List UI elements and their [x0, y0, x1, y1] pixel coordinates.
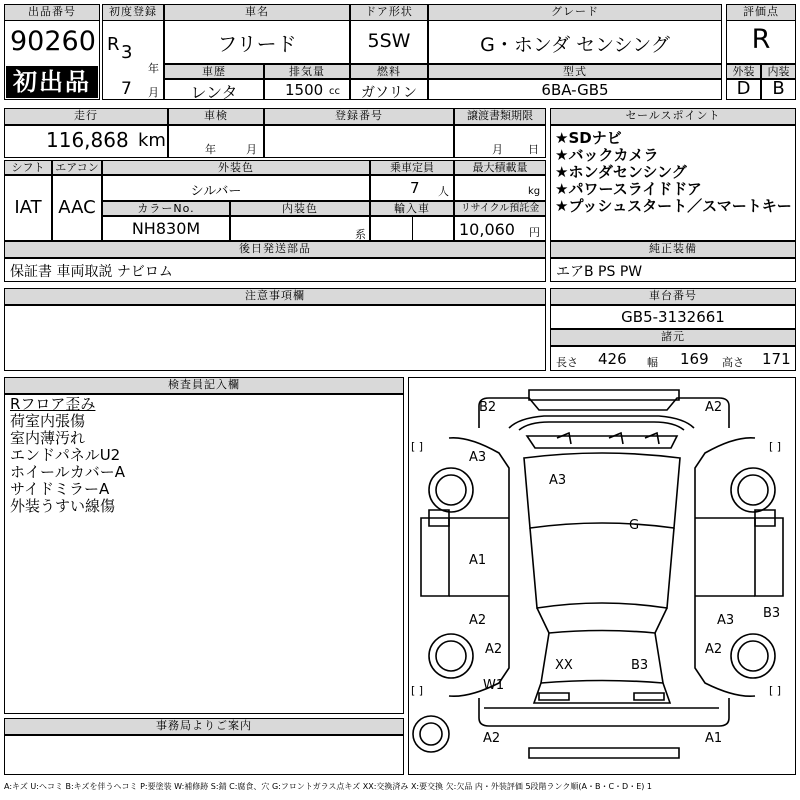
score: R	[751, 24, 771, 55]
mark-b2: B2	[479, 400, 497, 415]
mileage: 116,868	[46, 128, 129, 152]
inspection-year-unit: 年	[205, 143, 216, 156]
mark-a2-bottom: A2	[483, 731, 501, 746]
seats-label: 乗車定員	[370, 160, 454, 175]
mark-a3-hood: A3	[549, 473, 567, 488]
mark-w1: W1	[483, 678, 505, 693]
bracket-right-upper: [ ]	[769, 440, 782, 453]
genuine-equipment-label: 純正装備	[550, 241, 796, 258]
door-label: ドア形状	[350, 4, 428, 21]
inspector-comment: エンドパネルU2	[10, 446, 121, 464]
color-label: 外装色	[102, 160, 370, 175]
era: R	[107, 34, 120, 55]
plate-label: 登録番号	[264, 108, 454, 125]
grade: G・ホンダ センシング	[480, 34, 670, 56]
inspector-comment: 室内薄汚れ	[10, 429, 86, 447]
sales-point: ★プッシュスタート／スマートキー	[555, 197, 792, 215]
inspector-comments	[10, 396, 125, 515]
month-unit: 月	[148, 86, 159, 99]
inspector-comment: サイドミラーA	[10, 480, 110, 498]
recycle-unit: 円	[529, 226, 540, 239]
import-divider	[412, 216, 413, 241]
shift-label: シフト	[4, 160, 52, 175]
sales-points-label: セールスポイント	[550, 108, 796, 125]
legend: A:キズ U:ヘコミ B:キズを伴うヘコミ P:要塗装 W:補修跡 S:錆 C:腐食、穴 G:フロントガラス点キズ XX:交換済み X:要交換 欠:欠品 内・外装評価 5段階ランク順(A・B・C・D・E) 1	[4, 782, 653, 791]
colorno-label: カラーNo.	[102, 201, 230, 216]
ac: AAC	[58, 197, 96, 218]
car-outline	[409, 378, 795, 774]
year-unit: 年	[148, 62, 159, 75]
car-name-label: 車名	[164, 4, 350, 21]
office-cell	[4, 735, 404, 775]
exterior-score: D	[736, 78, 751, 99]
mark-a2-left-low: A2	[485, 642, 503, 657]
first-listing-badge: 初出品	[6, 66, 98, 98]
shipping-parts-label: 後日発送部品	[4, 241, 546, 258]
interior-color-cell	[230, 216, 370, 241]
inspector-label: 検査員記入欄	[4, 377, 404, 394]
lot-number: 90260	[10, 26, 96, 57]
bracket-left-lower: [ ]	[411, 684, 424, 697]
inspector-comment: 外装うすい線傷	[10, 497, 116, 515]
mark-a3-right: A3	[717, 613, 735, 628]
chassis-number: GB5-3132661	[621, 308, 725, 326]
displacement: 1500	[285, 81, 324, 99]
history: レンタ	[190, 83, 238, 102]
width-label: 幅	[647, 356, 658, 369]
shift: IAT	[14, 197, 42, 218]
color-number: NH830M	[131, 219, 201, 238]
interior-color-label: 内装色	[230, 201, 370, 216]
chassis-label: 車台番号	[550, 288, 796, 305]
registration-year: 3	[121, 42, 133, 63]
mark-xx: XX	[555, 658, 573, 673]
load-label: 最大積載量	[454, 160, 546, 175]
mileage-label: 走行	[4, 108, 168, 125]
model-code: 6BA-GB5	[541, 81, 609, 99]
sales-point: ★SDナビ	[555, 129, 622, 147]
mark-a2-right: A2	[705, 642, 723, 657]
sales-point: ★ホンダセンシング	[555, 163, 687, 181]
length-label: 長さ	[556, 356, 578, 369]
notes-label: 注意事項欄	[4, 288, 546, 305]
dims-cell	[550, 346, 796, 371]
bracket-left-upper: [ ]	[411, 440, 424, 453]
width: 169	[680, 350, 709, 368]
registration-month: 7	[121, 79, 132, 99]
damage-diagram	[408, 377, 796, 775]
inspector-comment: 荷室内張傷	[10, 412, 86, 430]
interior-score: B	[772, 78, 785, 99]
model-label: 型式	[428, 64, 722, 79]
mileage-unit: km	[138, 130, 166, 151]
lot-label: 出品番号	[4, 4, 100, 21]
mark-b3-rear: B3	[631, 658, 649, 673]
bracket-right-lower: [ ]	[769, 684, 782, 697]
grade-label: グレード	[428, 4, 722, 21]
sales-points-list	[555, 130, 792, 215]
notes-cell	[4, 305, 546, 371]
mark-a2-left: A2	[469, 613, 487, 628]
recycle-label: リサイクル預託金	[454, 201, 546, 216]
ac-label: エアコン	[52, 160, 102, 175]
interior-label: 内装	[761, 64, 796, 79]
transfer-month-unit: 月	[492, 143, 503, 156]
fuel: ガソリン	[361, 85, 417, 101]
displacement-label: 排気量	[264, 64, 350, 79]
exterior-label: 外装	[726, 64, 761, 79]
inspector-comment: Rフロア歪み	[10, 395, 96, 413]
length: 426	[598, 350, 627, 368]
mark-a3-left: A3	[469, 450, 487, 465]
mark-b3-side: B3	[763, 606, 781, 621]
import-label: 輸入車	[370, 201, 454, 216]
seats-unit: 人	[438, 185, 449, 198]
interior-color-unit: 系	[355, 228, 366, 241]
transfer-day-unit: 日	[528, 143, 539, 156]
seats: 7	[410, 179, 420, 197]
mark-a1-left: A1	[469, 553, 487, 568]
inspection-label: 車検	[168, 108, 264, 125]
load-unit: kg	[528, 186, 541, 197]
mark-a1-bottom: A1	[705, 731, 723, 746]
displacement-unit: cc	[329, 86, 340, 97]
mark-a2-top: A2	[705, 400, 723, 415]
height-label: 高さ	[722, 356, 744, 369]
door-type: 5SW	[367, 30, 411, 52]
inspection-month-unit: 月	[246, 143, 257, 156]
transfer-label: 譲渡書類期限	[454, 108, 546, 125]
office-label: 事務局よりご案内	[4, 718, 404, 735]
score-label: 評価点	[726, 4, 796, 21]
sales-point: ★パワースライドドア	[555, 180, 702, 198]
genuine-equipment: エアB PS PW	[556, 264, 643, 280]
height: 171	[762, 350, 791, 368]
plate-cell	[264, 125, 454, 158]
car-name: フリード	[217, 32, 297, 56]
history-label: 車歴	[164, 64, 264, 79]
fuel-label: 燃料	[350, 64, 428, 79]
recycle-deposit: 10,060	[459, 220, 515, 239]
inspector-comment: ホイールカバーA	[10, 463, 125, 481]
registration-label: 初度登録	[102, 4, 164, 21]
dims-label: 諸元	[550, 329, 796, 346]
mark-g: G	[629, 518, 640, 533]
sales-point: ★バックカメラ	[555, 146, 659, 164]
shipping-parts: 保証書 車両取説 ナビロム	[10, 264, 173, 280]
color: シルバー	[190, 184, 242, 199]
